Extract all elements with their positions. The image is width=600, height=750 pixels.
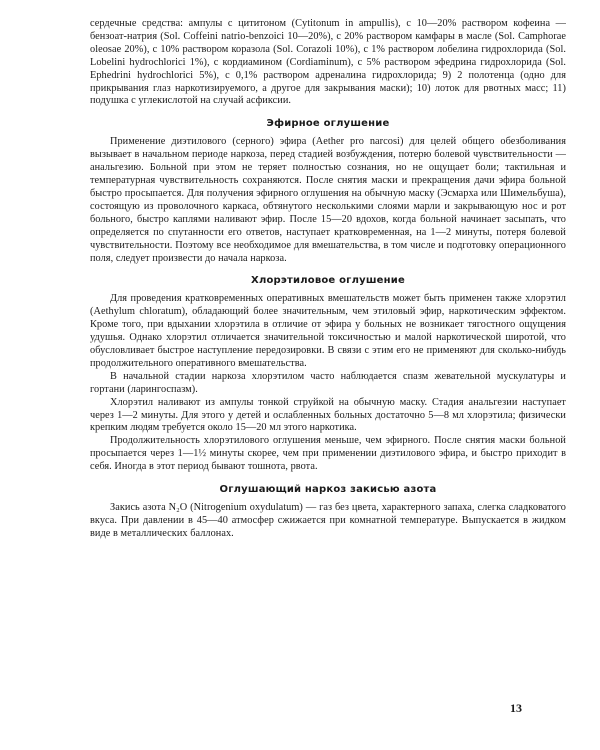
heading-ether-stunning: Эфирное оглушение: [266, 118, 390, 130]
paragraph-chlorethyl-duration: Продолжительность хлорэтилового оглушения меньше, чем эфирного. После снятия маски больной просыпается через 1—1½ минуты скорее, чем при применении диэтилового эфира, и быстро приходит в себя. Иногда в этот период бывают тошнота, рвота.: [90, 435, 566, 473]
paragraph-chlorethyl-spasm: В начальной стадии наркоза хлорэтилом часто наблюдается спазм жевательной мускулатуры и гортани (ларингоспазм).: [90, 370, 566, 395]
heading-nitrous-oxide: Оглушающий наркоз закисью азота: [219, 484, 437, 496]
paragraph-equipment-list: сердечные средства: ампулы с цититоном (Cytitonum in ampullis), с 10—20% раствором кофеина — бензоат-натрия (Sol. Coffeini natrio-benzoici 10—20%), с 20% раствором камфары в масле (Sol. Camphorae oleosae 20%), с 10% раствором коразола (Sol. Corazoli 10%), с 1% раствором лобелина гидрохлорида (Sol. Lobelini hydrochlorici 1%), с кордиамином (Cordiaminum), с 5% раствором эфедрина гидрохлорида (Sol. Ephedrini hydrochlorici 5%), с 0,1% раствором адреналина гидрохлорида; 9) 2 полотенца (одно для прикрывания глаз наркотизируемого, а другое для закрывания маски); 10) лоток для рвотных масс; 11) подушка с углекислотой на случай асфиксии.: [90, 18, 566, 107]
page-number: 13: [510, 701, 522, 715]
paragraph-ether: Применение диэтилового (серного) эфира (Aether pro narcosi) для целей общего обезболивания вызывает в начальном периоде наркоза, перед стадией возбуждения, потерю болевой чувствительности — анальгезию. Больной при этом не теряет полностью сознания, но не ощущает боли; тактильная и температурная чувствительность сохраняются. После снятия маски и прекращения дачи эфира больной быстро просыпается. Для получения эфирного оглушения на обычную маску (Эсмарха или Шимельбуша), состоящую из проволочного каркаса, обтянутого несколькими слоями марли и закрывающую нос и рот больного, быстро каплями наливают эфир. После 15—20 вдохов, когда больной начинает засыпать, что определяется по спутанности его ответов, наступает кратковременная, на 1—2 минуты, потеря болевой чувствительности. Поэтому все необходимое для вмешательства, в том числе и подготовку операционного поля, следует произвести до начала наркоза.: [90, 136, 566, 264]
heading-chlorethyl-stunning: Хлорэтиловое оглушение: [251, 275, 405, 287]
paragraph-nitrous-oxide: Закись азота N₂O (Nitrogenium oxydulatum) — газ без цвета, характерного запаха, слегка сладковатого вкуса. При давлении в 45—40 атмосфер сжижается при комнатной температуре. Выпускается в жидком виде в металлических баллонах.: [90, 502, 566, 539]
paragraph-chlorethyl-intro: Для проведения кратковременных оперативных вмешательств может быть применен также хлорэтил (Aethylum chloratum), обладающий более значительным, чем этиловый эфир, наркотическим эффектом. Кроме того, при вдыхании хлорэтила в отличие от эфира у больных не возникает тягостного ощущения удушья. Однако хлорэтил отличается значительной токсичностью и малой наркотической широтой, что обусловливает быстрое наступление передозировки. В связи с этим его не применяют для сколько-нибудь продолжительного оперативного вмешательства.: [90, 293, 566, 369]
paragraph-chlorethyl-dosage: Хлорэтил наливают из ампулы тонкой струйкой на обычную маску. Стадия анальгезии наступает через 1—2 минуты. Для этого у детей и ослабленных больных достаточно 5—8 мл хлорэтила; физически крепким людям требуется около 15—20 мл этого наркотика.: [90, 396, 566, 434]
